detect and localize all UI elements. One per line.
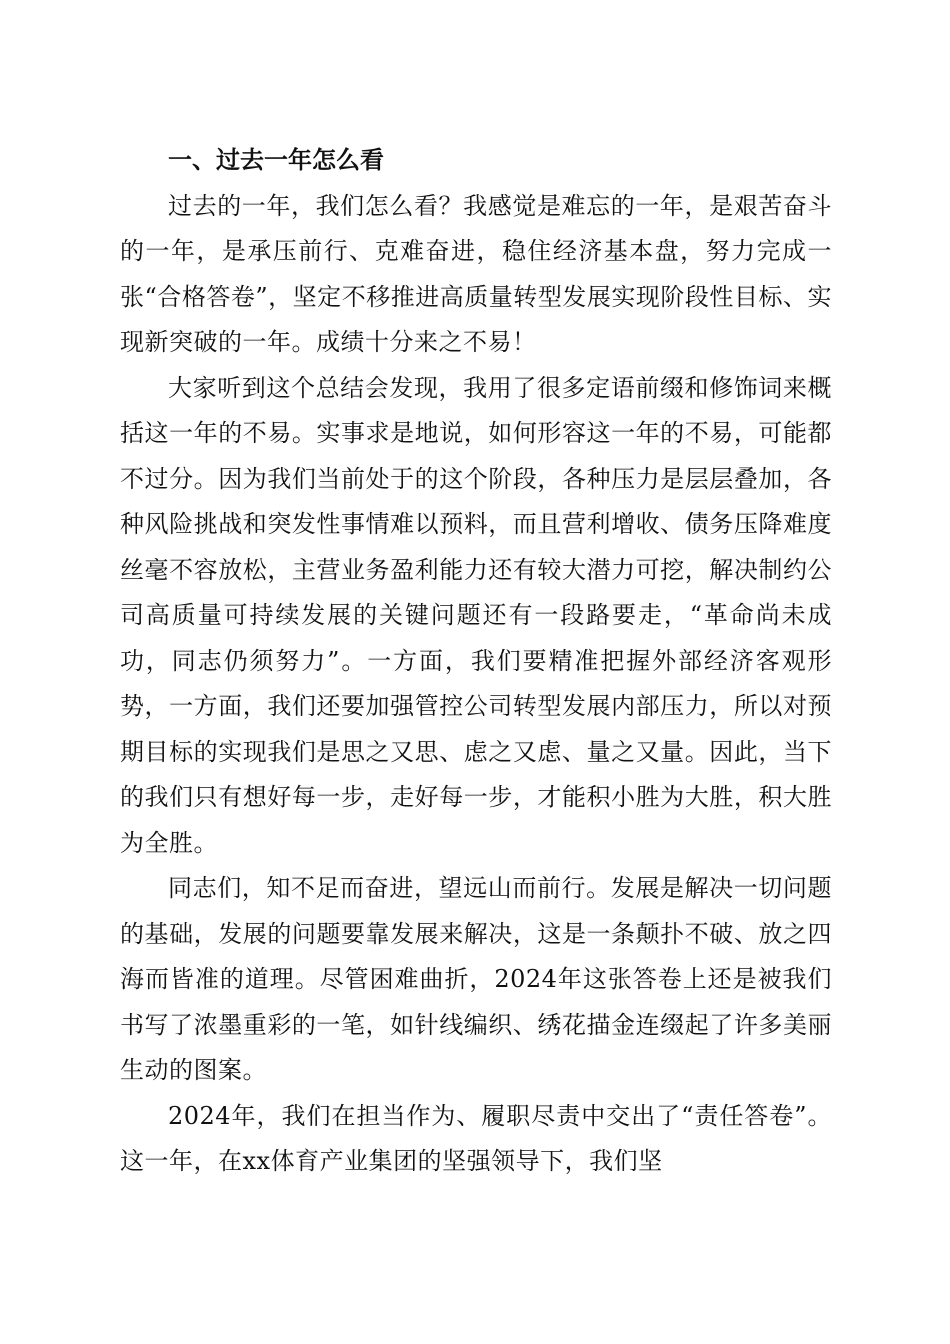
document-body <box>120 138 832 1185</box>
paragraph-4: 2024年，我们在担当作为、履职尽责中交出了“责任答卷”。这一年，在xx体育产业集团的坚强领导下，我们坚 <box>120 1101 832 1175</box>
paragraph-3: 同志们，知不足而奋进，望远山而前行。发展是解决一切问题的基础，发展的问题要靠发展来解决，这是一条颠扑不破、放之四海而皆准的道理。尽管困难曲折，2024年这张答卷上还是被我们书写了浓墨重彩的一笔，如针线编织、绣花描金连缀起了许多美丽生动的图案。 <box>120 874 832 1084</box>
paragraph-2: 大家听到这个总结会发现，我用了很多定语前缀和修饰词来概括这一年的不易。实事求是地说，如何形容这一年的不易，可能都不过分。因为我们当前处于的这个阶段，各种压力是层层叠加，各种风险挑战和突发性事情难以预料，而且营利增收、债务压降难度丝毫不容放松，主营业务盈利能力还有较大潜力可挖，解决制约公司高质量可持续发展的关键问题还有一段路要走，“革命尚未成功，同志仍须努力”。一方面，我们要精准把握外部经济客观形势，一方面，我们还要加强管控公司转型发展内部压力，所以对预期目标的实现我们是思之又思、虑之又虑、量之又量。因此，当下的我们只有想好每一步，走好每一步，才能积小胜为大胜，积大胜为全胜。 <box>120 373 832 857</box>
paragraph-1: 过去的一年，我们怎么看？我感觉是难忘的一年，是艰苦奋斗的一年，是承压前行、克难奋进，稳住经济基本盘，努力完成一张“合格答卷”，坚定不移推进高质量转型发展实现阶段性目标、实现新突破的一年。成绩十分来之不易！ <box>120 191 832 356</box>
section-heading: 一、过去一年怎么看 <box>168 146 384 174</box>
